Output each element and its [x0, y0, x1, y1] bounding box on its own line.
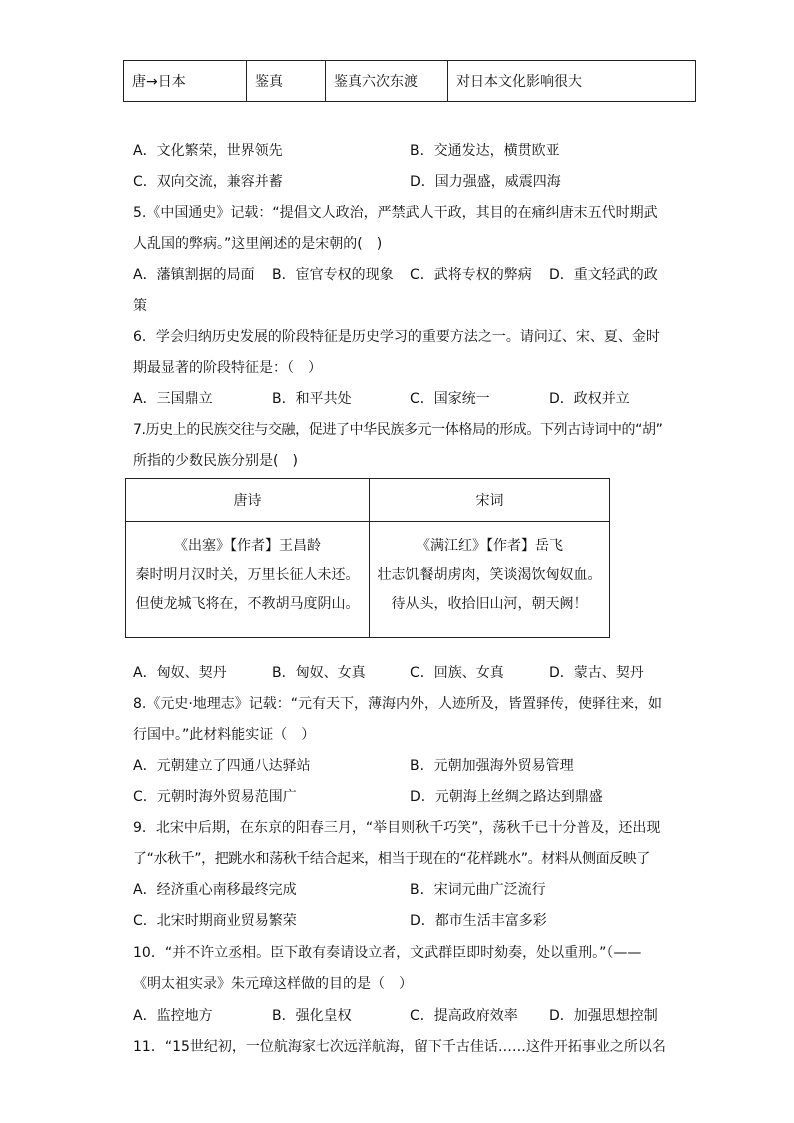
poem-title: 《满江红》【作者】岳飞 — [416, 538, 563, 554]
option-b: B．宋词元曲广泛流行 — [410, 882, 546, 898]
option-c: C．武将专权的弊病 — [410, 267, 532, 283]
top-table — [123, 60, 696, 102]
table-cell: 鉴真 — [247, 61, 326, 102]
table-cell: 对日本文化影响很大 — [448, 61, 696, 102]
option-d: D．元朝海上丝绸之路达到鼎盛 — [410, 789, 603, 805]
option-b: B．交通发达，横贯欧亚 — [410, 143, 560, 159]
question-9-text-cont: 了“水秋千”，把跳水和荡秋千结合起来，相当于现在的“花样跳水”。材料从侧面反映了 — [133, 851, 651, 867]
option-a: A．经济重心南移最终完成 — [133, 882, 297, 898]
song-ci-cell — [370, 522, 610, 638]
question-5-text: 5.《中国通史》记载：“提倡文人政治，严禁武人干政，其目的在痛纠唐末五代时期武 — [133, 205, 658, 221]
option-a: A．文化繁荣，世界领先 — [133, 143, 283, 159]
option-d-wrap: 策 — [133, 298, 147, 314]
poem-title: 《出塞》【作者】王昌龄 — [174, 538, 321, 554]
option-c: C．提高政府效率 — [410, 1008, 518, 1024]
option-d: D．政权并立 — [549, 391, 630, 407]
question-5-text-cont: 人乱国的弊病。”这里阐述的是宋朝的( ) — [133, 236, 383, 252]
option-c: C．国家统一 — [410, 391, 490, 407]
question-9-text: 9．北宋中后期，在东京的阳春三月，“举目则秋千巧笑”，荡秋千已十分普及，还出现 — [133, 820, 661, 836]
option-d: D．重文轻武的政 — [549, 267, 658, 283]
option-b: B．强化皇权 — [272, 1008, 352, 1024]
option-c: C．元朝时海外贸易范围广 — [133, 789, 297, 805]
option-b: B．元朝加强海外贸易管理 — [410, 758, 574, 774]
table-cell: 唐→日本 — [124, 61, 247, 102]
option-d: D．蒙古、契丹 — [549, 665, 644, 681]
question-10-text: 10．“并不许立丞相。臣下敢有奏请设立者，文武群臣即时劾奏，处以重刑。”（—— — [133, 945, 642, 961]
table-row — [126, 522, 610, 638]
option-d: D．都市生活丰富多彩 — [410, 913, 547, 929]
poem-line: 秦时明月汉时关，万里长征人未还。 — [135, 567, 360, 583]
question-6-text-cont: 期最显著的阶段特征是：（ ） — [133, 360, 322, 376]
header-song-ci: 宋词 — [370, 479, 610, 522]
option-a: A．监控地方 — [133, 1008, 213, 1024]
option-c: C．回族、女真 — [410, 665, 504, 681]
option-d: D．加强思想控制 — [549, 1008, 658, 1024]
option-c: C．双向交流，兼容并蓄 — [133, 174, 283, 190]
option-c: C．北宋时期商业贸易繁荣 — [133, 913, 297, 929]
poem-line: 但使龙城飞将在，不教胡马度阴山。 — [135, 596, 360, 612]
table-row — [124, 61, 696, 102]
question-8-text: 8.《元史·地理志》记载：“元有天下，薄海内外，人迹所及，皆置驿传，使驿往来，如 — [133, 696, 663, 712]
option-b: B．宦官专权的现象 — [272, 267, 394, 283]
option-d: D．国力强盛，威震四海 — [410, 174, 561, 190]
poem-line: 壮志饥餐胡虏肉，笑谈渴饮匈奴血。 — [377, 567, 602, 583]
question-7-text: 7.历史上的民族交往与交融，促进了中华民族多元一体格局的形成。下列古诗词中的“胡” — [133, 422, 663, 438]
question-8-text-cont: 行国中。”此材料能实证（ ） — [133, 727, 316, 743]
question-7-text-cont: 所指的少数民族分别是( ) — [133, 453, 298, 469]
poem-line: 待从头，收拾旧山河，朝天阙！ — [391, 596, 588, 612]
header-tang-poem: 唐诗 — [126, 479, 370, 522]
option-a: A．元朝建立了四通八达驿站 — [133, 758, 311, 774]
option-b: B．匈奴、女真 — [272, 665, 366, 681]
question-10-text-cont: 《明太祖实录》朱元璋这样做的目的是（ ） — [133, 976, 413, 992]
option-a: A．藩镇割据的局面 — [133, 267, 255, 283]
tang-poem-cell — [126, 522, 370, 638]
question-11-text: 11．“15世纪初，一位航海家七次远洋航海，留下千古佳话……这件开拓事业之所以名 — [133, 1039, 666, 1055]
question-6-text: 6．学会归纳历史发展的阶段特征是历史学习的重要方法之一。请问辽、宋、夏、金时 — [133, 329, 660, 345]
option-a: A．三国鼎立 — [133, 391, 213, 407]
table-cell: 鉴真六次东渡 — [326, 61, 448, 102]
table-header-row — [126, 479, 610, 522]
option-a: A．匈奴、契丹 — [133, 665, 227, 681]
poem-table — [125, 478, 610, 638]
option-b: B．和平共处 — [272, 391, 352, 407]
